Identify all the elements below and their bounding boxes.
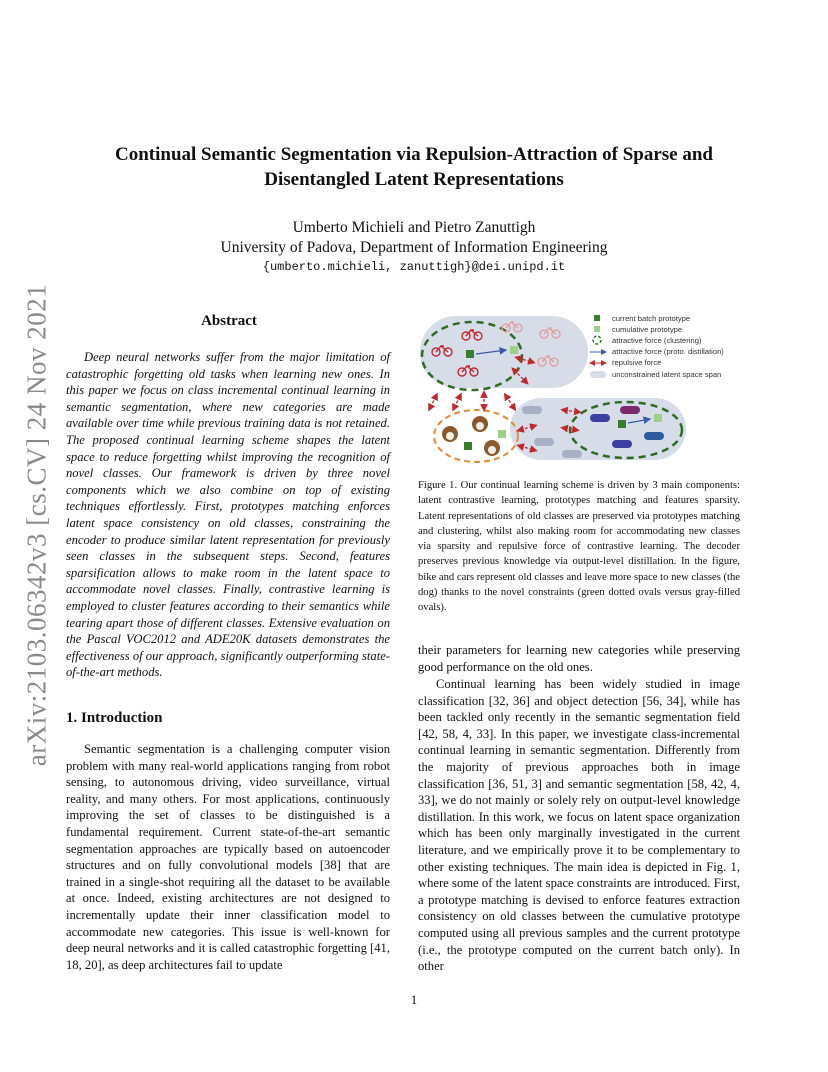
cumulative-prototype-dog [498,430,506,438]
abstract-heading: Abstract [201,313,257,329]
svg-text:attractive force (proto. disti: attractive force (proto. distillation) [612,347,724,356]
right-paragraph-1: their parameters for learning new categories while preserving good performance on the old ones. [418,643,740,674]
svg-text:cumulative prototype: cumulative prototype [612,325,683,334]
figure-legend [590,314,724,379]
svg-text:attractive force (clustering): attractive force (clustering) [612,336,702,345]
legend-clustering-icon [593,336,601,344]
introduction-paragraph: Semantic segmentation is a challenging computer vision problem with many real-world applications ranging from robot sensing, to autonomous driving, video surveillance, virtual reality, and many others. For most applications, continuously improving the set of classes to be distinguished is a fundamental requirement. Current state-of-the-art semantic segmentation approaches are typically based on autoencoder structures and on fully convolutional models [38] that are trained in a single-shot requiring all the dataset to be available at once. Indeed, existing architectures are not designed to incrementally update their inner classification model to accommodate new categories. This issue is well-known for deep neural networks and it is called catastrophic forgetting [41, 18, 20], as deep architectures fail to update [66,742,390,972]
cumulative-prototype-bike [510,346,518,354]
current-prototype-car [618,420,626,428]
arxiv-identifier: arXiv:2103.06342v3 [cs.CV] 24 Nov 2021 [21,283,52,767]
legend-cumulative-prototype-icon [594,326,600,332]
svg-text:repulsive force: repulsive force [612,358,662,367]
figure-1 [414,310,740,466]
figure-caption: Figure 1. Our continual learning scheme is driven by 3 main components: latent contrastive learning, prototypes matching and features sparsity. Latent representations of old classes are preserved via prototypes matching and clustering, whilst also making room for accommodating new classes via sparsity and repulsive force of contrastive learning. The decoder preserves previous knowledge via output-level distillation. In the figure, bike and cars represent old classes and leave more space to new classes (the dog) thanks to the novel constraints (green dotted ovals versus gray-filled ovals). [418,480,740,614]
svg-text:current batch prototype: current batch prototype [612,314,691,323]
introduction-heading: 1. Introduction [66,710,163,726]
current-prototype-bike [466,350,474,358]
affiliation: University of Padova, Department of Information Engineering [220,239,608,256]
paper-title: Continual Semantic Segmentation via Repulsion-Attraction of Sparse and Disentangled Latent Representations [115,144,713,190]
svg-text:unconstrained latent space spa: unconstrained latent space span [612,370,722,379]
authors: Umberto Michieli and Pietro Zanuttigh [292,219,536,236]
current-prototype-dog [464,442,472,450]
page-number: 1 [410,992,418,1007]
cumulative-prototype-car [654,414,662,422]
email: {umberto.michieli, zanuttigh}@dei.unipd.it [262,260,566,274]
author-block [80,218,748,258]
legend-latent-span-icon [590,371,606,378]
abstract-text: Deep neural networks suffer from the major limitation of catastrophic forgetting old tasks when learning new ones. In this paper we focus on class incremental continual learning in semantic segmentation, where new categories are made available over time while previous training data is not retained. The proposed continual learning scheme shapes the latent space to reduce forgetting whilst improving the recognition of novel classes. Our framework is driven by three novel components which we also combine on top of existing techniques effortlessly. First, prototypes matching enforces latent space consistency on old classes, constraining the encoder to produce similar latent representation for previously seen classes in the subsequent steps. Second, features sparsification allows to make room in the latent space to accommodate novel classes. Finally, contrastive learning is employed to cluster features according to their semantics while tearing apart those of different classes. Extensive evaluation on the Pascal VOC2012 and ADE20K datasets demonstrates the effectiveness of our approach, significantly outperforming state-of-the-art methods. [66,350,390,680]
legend-current-prototype-icon [594,315,600,321]
right-paragraph-2: Continual learning has been widely studied in image classification [32, 36] and object detection [56, 34], while has been tackled only recently in the semantic segmentation field [42, 58, 4, 33]. In this paper, we investigate class-incremental continual learning in semantic segmentation. Differently from the majority of previous approaches both in image classification [36, 51, 3] and semantic segmentation [58, 42, 4, 33], we do not mainly or solely rely on output-level knowledge distillation. In this work, we focus on latent space organization which has been only marginally investigated in the current literature, and we empirically prove it to be complementary to other existing techniques. The main idea is depicted in Fig. 1, where some of the latent space constraints are introduced. First, a prototype matching is devised to enforce features extraction consistency on old classes between the cumulative prototype computed using all previous samples and the current prototype (i.e., the prototype computed on the current batch only). In other [418,677,740,974]
